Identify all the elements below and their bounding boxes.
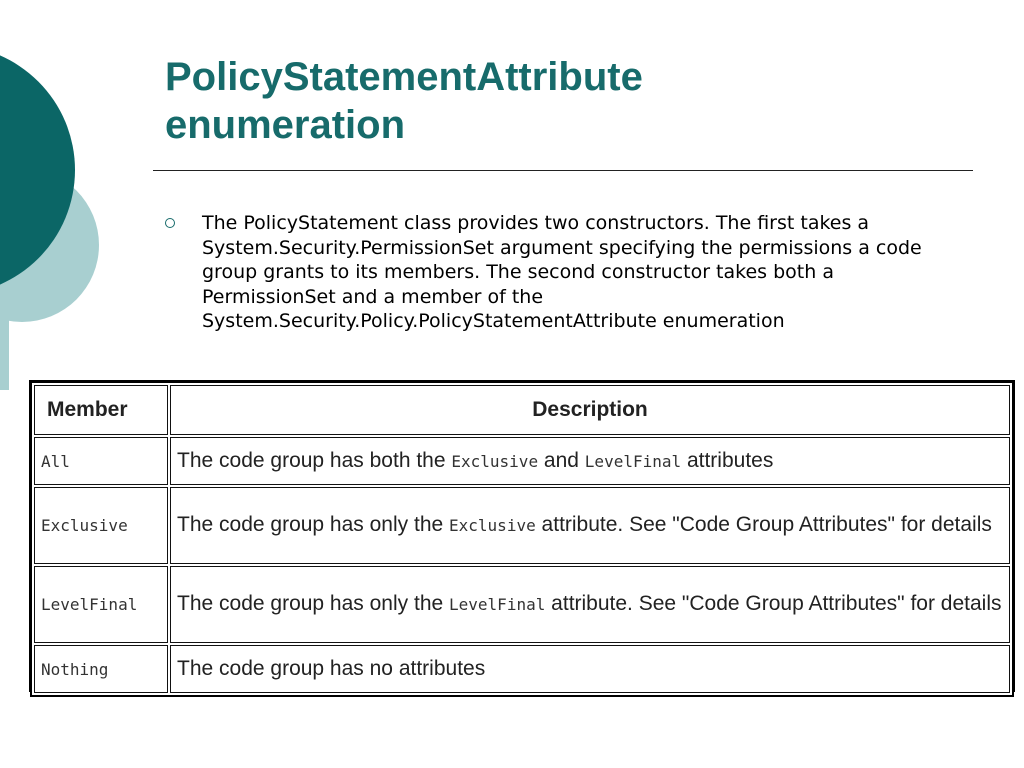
member-cell: LevelFinal	[34, 566, 168, 643]
description-cell	[170, 566, 1010, 643]
desc-text: attribute. See "Code Group Attributes" for details	[545, 592, 1002, 615]
code-term: LevelFinal	[584, 451, 682, 471]
table-row	[34, 645, 1010, 693]
desc-text: The code group has both the	[177, 448, 452, 472]
table-row	[34, 437, 1010, 485]
code-term: Exclusive	[451, 451, 539, 471]
title-line-1: PolicyStatementAttribute	[165, 55, 643, 99]
desc-text: and	[538, 448, 585, 472]
title-divider	[153, 170, 973, 171]
code-term: Exclusive	[449, 516, 536, 535]
column-header-member: Member	[34, 385, 168, 435]
member-table	[30, 381, 1014, 697]
description-cell	[170, 437, 1010, 485]
decorative-circles	[0, 0, 110, 400]
bullet-text: The PolicyStatement class provides two constructors. The first takes a System.Security.PermissionSet argument specifying the permissions a code group grants to its members. The second constructor takes both a PermissionSet and a member of the System.Security.Policy.PolicyStatementAttribute enumeration	[202, 212, 922, 332]
desc-text: The code group has only the	[177, 592, 450, 615]
desc-text: The code group has no attributes	[177, 657, 486, 680]
member-cell: Nothing	[34, 645, 168, 693]
bullet-item	[165, 211, 955, 334]
column-header-description: Description	[170, 385, 1010, 435]
bullet-list	[165, 211, 955, 334]
desc-text: The code group has only the	[177, 513, 450, 536]
table-row	[34, 566, 1010, 643]
title-line-2: enumeration	[165, 103, 406, 147]
code-term: LevelFinal	[449, 595, 546, 614]
member-cell: All	[34, 437, 168, 485]
hollow-circle-bullet-icon	[165, 218, 175, 228]
desc-text: attributes	[681, 448, 774, 472]
member-cell: Exclusive	[34, 487, 168, 564]
description-cell	[170, 487, 1010, 564]
page-title	[165, 53, 643, 149]
desc-text: attribute. See "Code Group Attributes" for details	[535, 513, 992, 536]
light-teal-bar	[0, 300, 9, 390]
member-table-frame	[29, 380, 1015, 692]
table-header-row	[34, 385, 1010, 435]
table-row	[34, 487, 1010, 564]
description-cell	[170, 645, 1010, 693]
